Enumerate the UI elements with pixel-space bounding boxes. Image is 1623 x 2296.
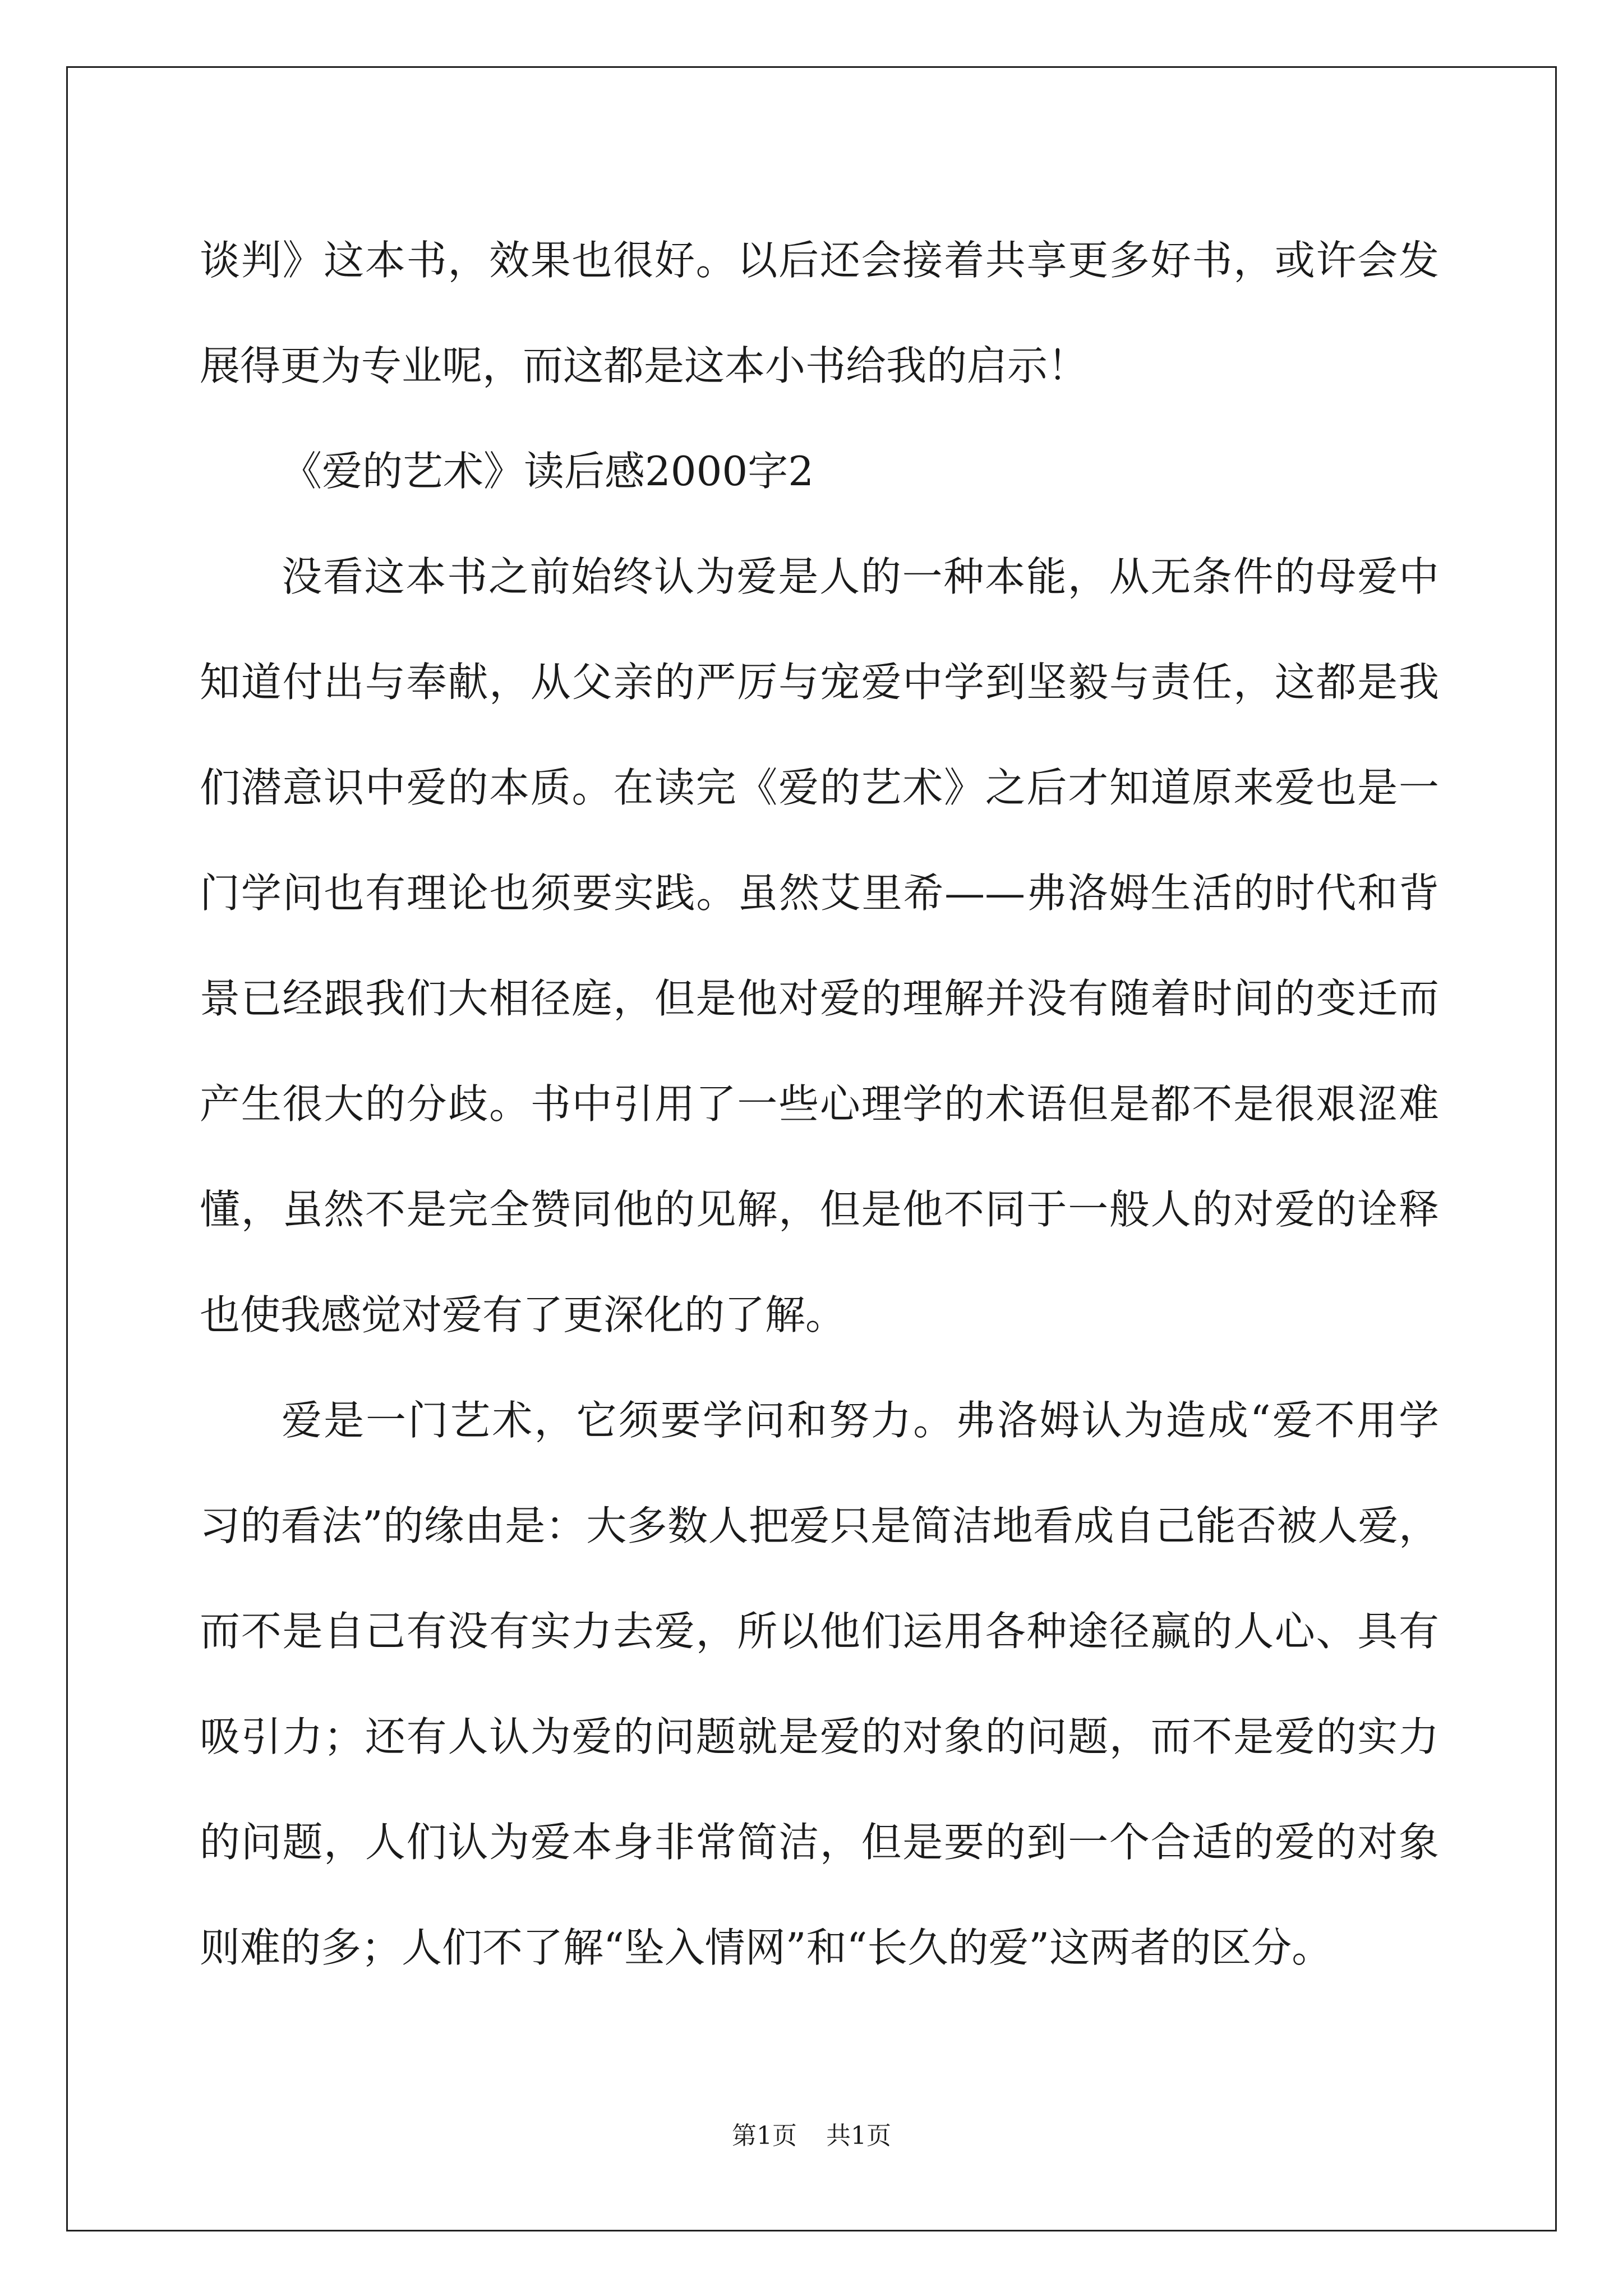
- paragraph-line: 吸引力；还有人认为爱的问题就是爱的对象的问题，而不是爱的实力: [200, 1713, 1439, 1760]
- page-number-current: 第1页: [732, 2122, 797, 2150]
- paragraph-line: 也使我感觉对爱有了更深化的了解。: [200, 1291, 846, 1338]
- paragraph-line: 景已经跟我们大相径庭，但是他对爱的理解并没有随着时间的变迁而: [200, 975, 1439, 1022]
- paragraph-line: 产生很大的分歧。书中引用了一些心理学的术语但是都不是很艰涩难: [200, 1080, 1439, 1128]
- paragraph-line: 习的看法”的缘由是：大多数人把爱只是简洁地看成自己能否被人爱，: [200, 1502, 1439, 1549]
- paragraph-line: 爱是一门艺术，它须要学问和努力。弗洛姆认为造成“爱不用学: [282, 1397, 1439, 1444]
- page-number-total: 共1页: [826, 2122, 891, 2150]
- paragraph-line: 没看这本书之前始终认为爱是人的一种本能，从无条件的母爱中: [282, 553, 1439, 600]
- paragraph-line: 门学问也有理论也须要实践。虽然艾里希——弗洛姆生活的时代和背: [200, 869, 1439, 917]
- paragraph-line: 展得更为专业呢，而这都是这本小书给我的启示！: [200, 342, 1089, 389]
- page-footer: [0, 2119, 1623, 2153]
- paragraph-line: 的问题，人们认为爱本身非常简洁，但是要的到一个合适的爱的对象: [200, 1819, 1439, 1866]
- document-body: [200, 208, 1439, 2000]
- paragraph-line: 谈判》这本书，效果也很好。以后还会接着共享更多好书，或许会发: [200, 237, 1439, 284]
- paragraph-line: 们潜意识中爱的本质。在读完《爱的艺术》之后才知道原来爱也是一: [200, 764, 1439, 811]
- paragraph-line: 而不是自己有没有实力去爱，所以他们运用各种途径赢的人心、具有: [200, 1608, 1439, 1655]
- paragraph-line: 则难的多；人们不了解“坠入情网”和“长久的爱”这两者的区分。: [200, 1924, 1332, 1971]
- section-heading: 《爱的艺术》读后感2000字2: [282, 448, 814, 495]
- paragraph-line: 懂，虽然不是完全赞同他的见解，但是他不同于一般人的对爱的诠释: [200, 1186, 1439, 1233]
- paragraph-line: 知道付出与奉献，从父亲的严厉与宠爱中学到坚毅与责任，这都是我: [200, 659, 1439, 706]
